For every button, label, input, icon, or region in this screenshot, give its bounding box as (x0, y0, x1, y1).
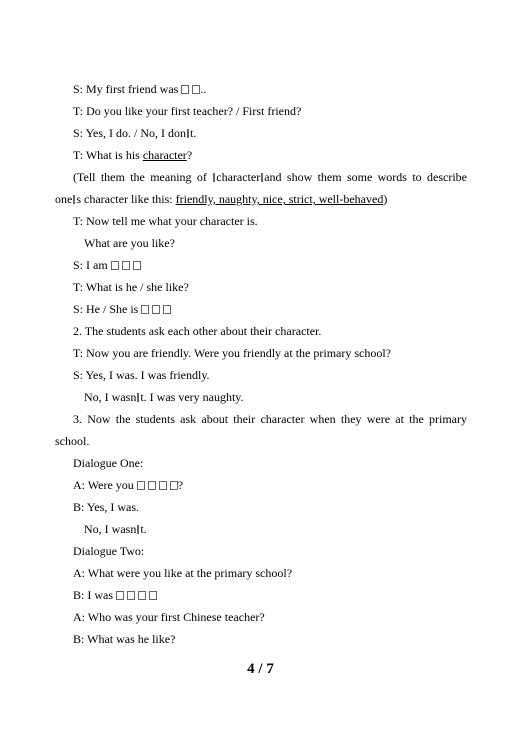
line-text: A: Were you (73, 478, 137, 492)
line-text: B: I was (73, 588, 116, 602)
line-text: ? (177, 478, 184, 492)
line-text: A: Who was your first Chinese teacher? (73, 610, 265, 624)
missing-glyph-box (159, 481, 167, 490)
line-text: 3. Now the students ask about their character when they were at the primary (73, 412, 467, 426)
placeholder-boxes (141, 302, 171, 316)
missing-glyph-box (138, 591, 146, 600)
line-text: Dialogue Two: (73, 544, 145, 558)
line-text: No, I wasn (84, 390, 137, 404)
line-text: T: Now tell me what your character is. (73, 214, 258, 228)
placeholder-boxes (116, 588, 157, 602)
text-line (73, 499, 139, 515)
missing-glyph-box (163, 305, 171, 314)
line-text: A: What were you like at the primary school? (73, 566, 293, 580)
placeholder-boxes (137, 478, 178, 492)
missing-glyph-box (127, 591, 135, 600)
text-line (84, 389, 244, 405)
text-line (84, 235, 175, 251)
text-line (73, 543, 144, 559)
text-line (55, 433, 89, 449)
line-text: t. (190, 126, 197, 140)
line-text: 2. The students ask each other about their character. (73, 324, 322, 338)
line-text: T: What is he / she like? (73, 280, 189, 294)
text-line (73, 257, 141, 273)
text-line (73, 169, 467, 185)
page-number: 4 / 7 (247, 661, 274, 677)
missing-glyph-box (111, 261, 119, 270)
line-text: one (55, 192, 73, 206)
missing-glyph-box (148, 481, 156, 490)
missing-glyph-box (187, 129, 189, 138)
text-line (73, 323, 321, 339)
text-line (73, 631, 175, 647)
text-line (84, 521, 147, 537)
missing-glyph-box (122, 261, 130, 270)
line-text: t. (140, 522, 147, 536)
line-text: T: Do you like your first teacher? / First friend? (73, 104, 302, 118)
missing-glyph-box (261, 173, 263, 182)
text-line (73, 301, 171, 317)
text-line (73, 411, 467, 427)
text-line (73, 345, 391, 361)
text-line (73, 565, 292, 581)
line-text: What are you like? (84, 236, 175, 250)
missing-glyph-box (181, 85, 189, 94)
text-line (73, 279, 189, 295)
line-text: Dialogue One: (73, 456, 144, 470)
line-text: ) (383, 192, 388, 206)
text-line (73, 455, 143, 471)
underlined-word-list: friendly, naughty, nice, strict, well-behaved (175, 192, 384, 206)
missing-glyph-box (149, 591, 157, 600)
line-text: s character like this: (76, 192, 176, 206)
text-line (73, 213, 258, 229)
underlined-word: character (142, 148, 187, 162)
text-line (73, 125, 196, 141)
line-text: S: My first friend was (73, 82, 182, 96)
missing-glyph-box (152, 305, 160, 314)
line-text: t. I was very naughty. (140, 390, 244, 404)
line-text: S: He / She is (73, 302, 142, 316)
line-text: character (216, 170, 261, 184)
text-line (73, 367, 210, 383)
line-text: school. (55, 434, 90, 448)
text-line (73, 587, 157, 603)
missing-glyph-box (133, 261, 141, 270)
line-text: T: Now you are friendly. Were you friendly at the primary school? (73, 346, 391, 360)
line-text: S: Yes, I was. I was friendly. (73, 368, 210, 382)
line-text: .. (200, 82, 207, 96)
text-line (73, 147, 192, 163)
line-text: B: What was he like? (73, 632, 176, 646)
line-text: T: What is his (73, 148, 143, 162)
line-text: B: Yes, I was. (73, 500, 140, 514)
line-text: No, I wasn (84, 522, 137, 536)
text-line (73, 609, 265, 625)
missing-glyph-box (141, 305, 149, 314)
missing-glyph-box (116, 591, 124, 600)
placeholder-boxes (181, 82, 200, 96)
text-line (73, 477, 183, 493)
missing-glyph-box (137, 481, 145, 490)
line-text: ? (186, 148, 193, 162)
text-line (73, 81, 206, 97)
missing-glyph-box (170, 481, 178, 490)
text-line (73, 103, 301, 119)
missing-glyph-box (213, 173, 215, 182)
line-text: (Tell them the meaning of (73, 170, 213, 184)
text-line (55, 191, 387, 207)
line-text: S: Yes, I do. / No, I don (73, 126, 187, 140)
line-text: S: I am (73, 258, 111, 272)
line-text: and show them some words to describe (264, 170, 467, 184)
placeholder-boxes (111, 258, 141, 272)
